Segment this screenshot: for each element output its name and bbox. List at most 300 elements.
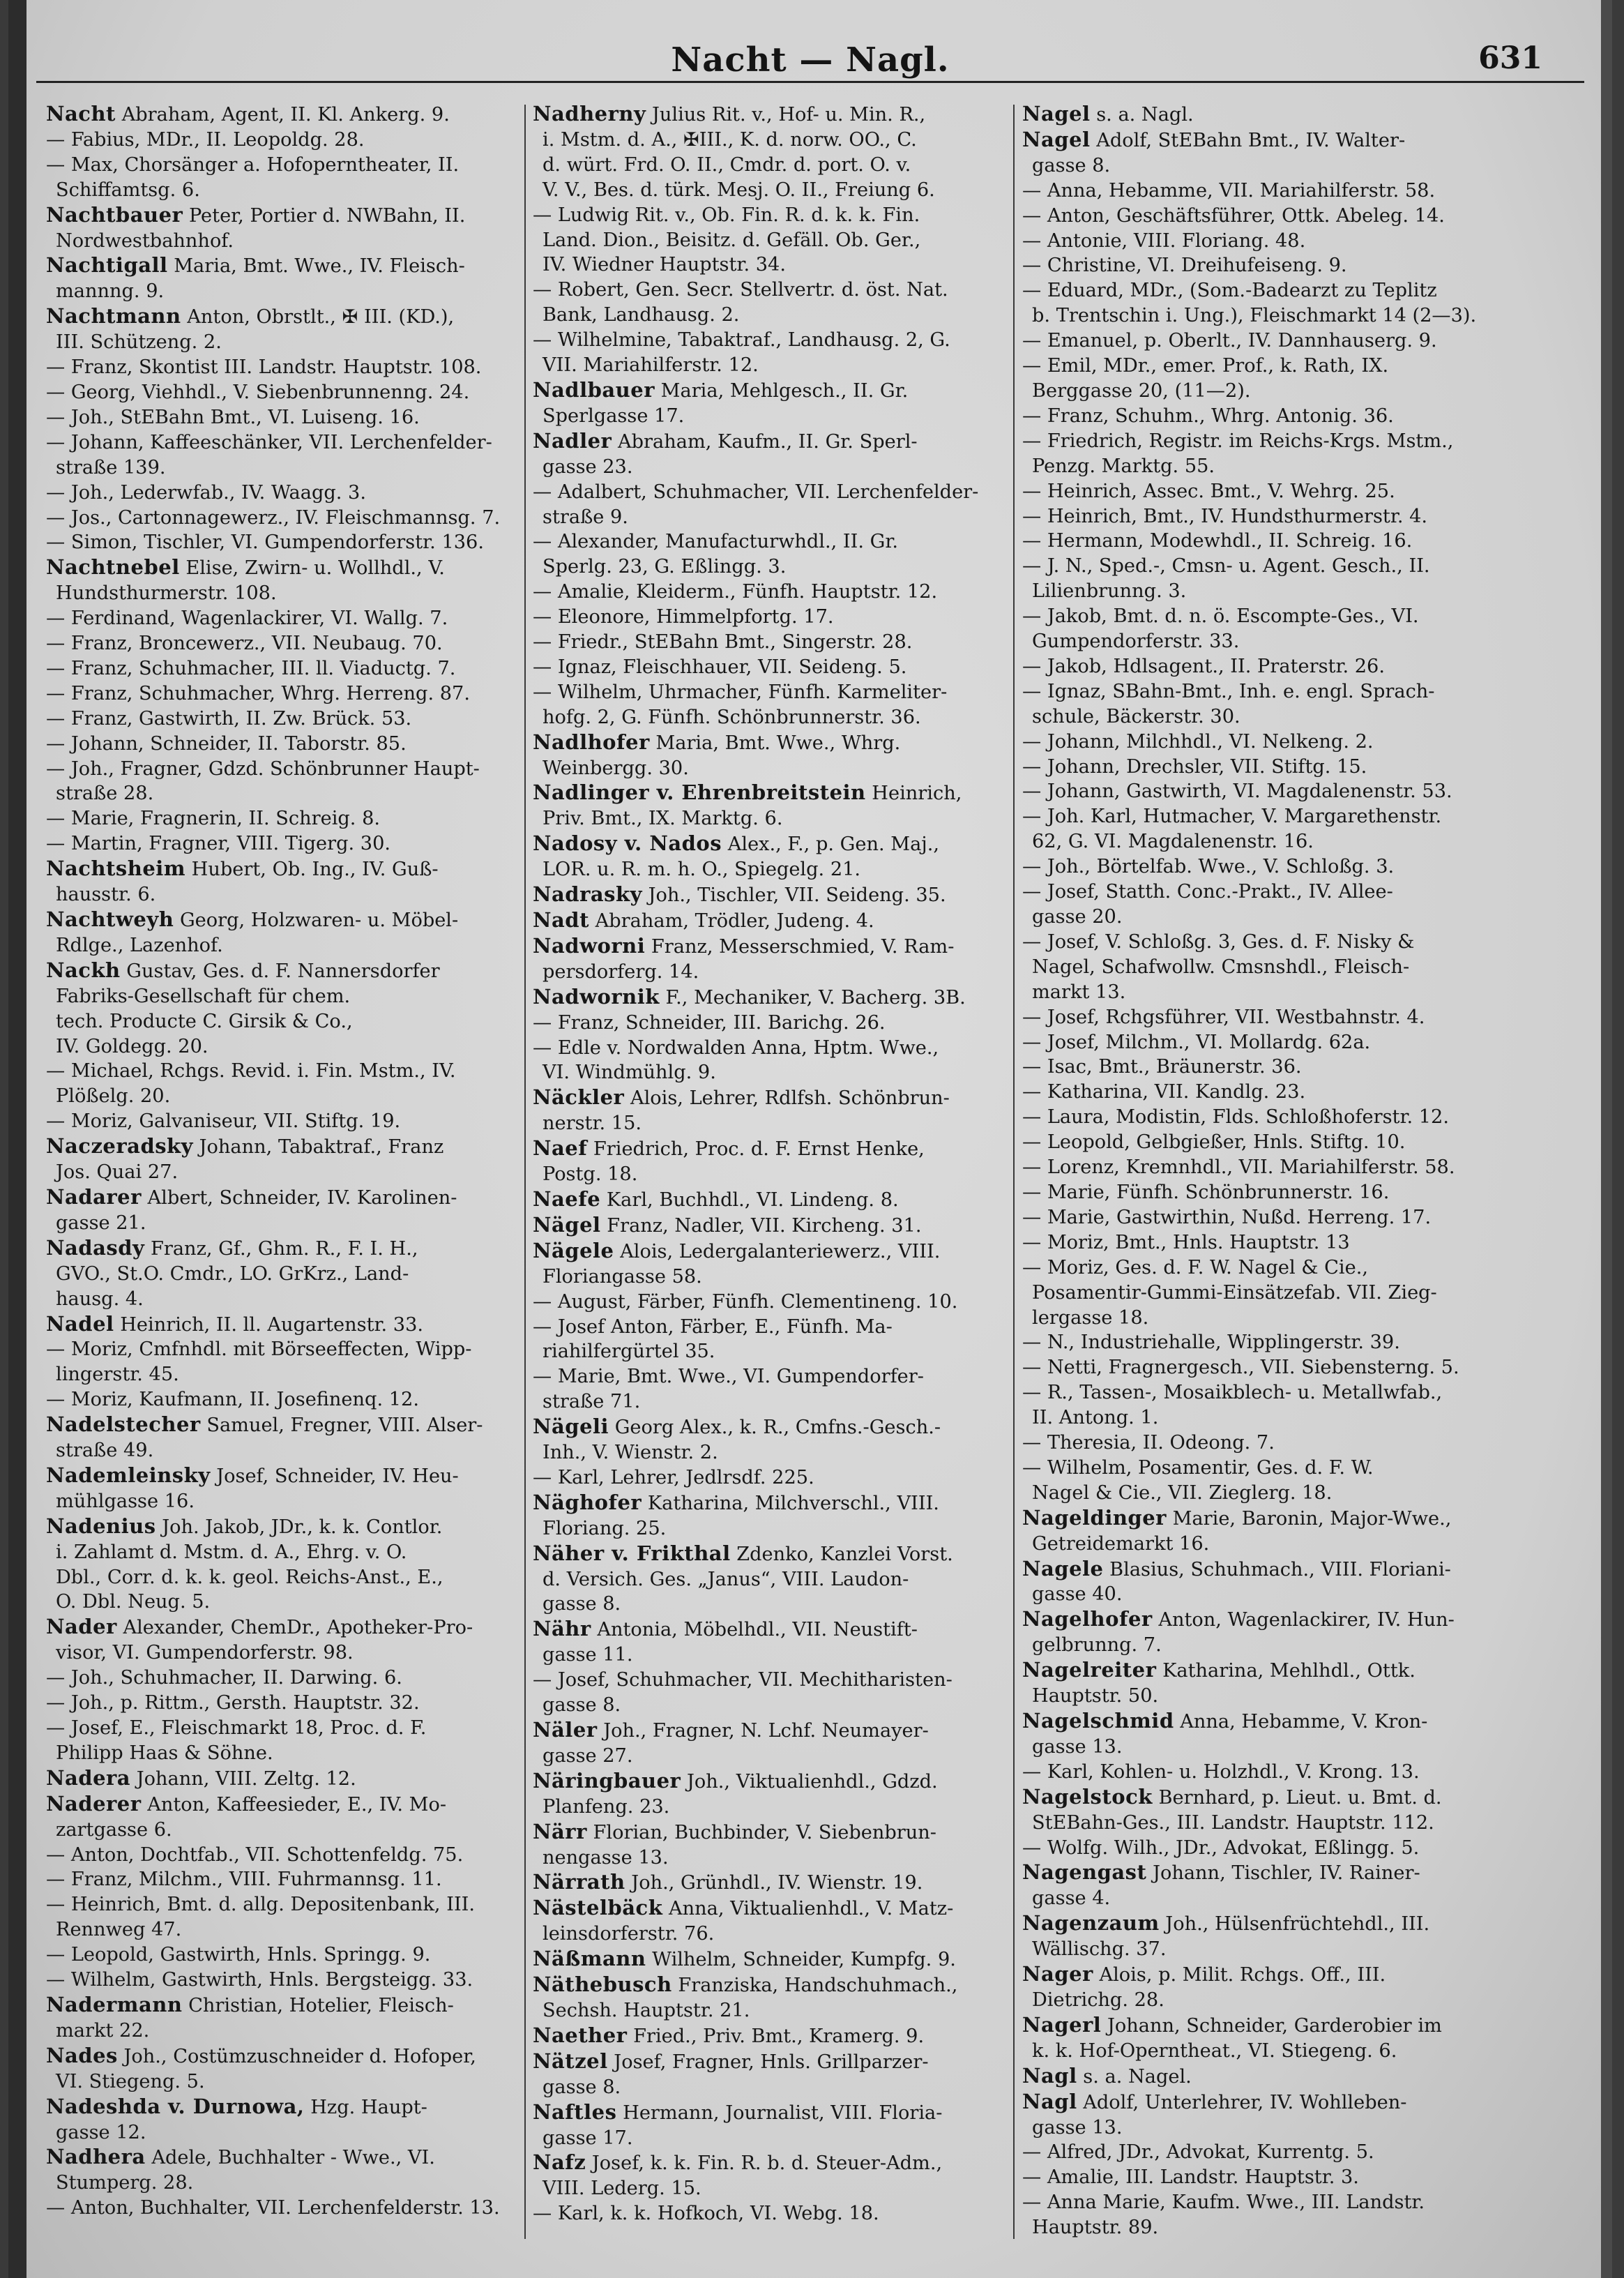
entry-line	[533, 1036, 1004, 1061]
entry-line	[533, 1870, 1004, 1896]
entry-text: — Joh., Schuhmacher, II. Darwing. 6.	[46, 1667, 402, 1689]
directory-entry	[46, 304, 516, 355]
entry-text: — Moriz, Bmt., Hnls. Hauptstr. 13	[1022, 1231, 1350, 1253]
entry-line	[533, 1998, 1004, 2023]
entry-text: — Eduard, MDr., (Som.-Badearzt zu Teplitz	[1022, 280, 1437, 302]
entry-line	[533, 1769, 1004, 1795]
entry-text: — Wilhelm, Uhrmacher, Fünfh. Karmeliter-	[533, 681, 948, 703]
directory-entry	[533, 2100, 1004, 2151]
entry-line	[1022, 804, 1496, 829]
page-sheet	[8, 0, 1612, 2278]
entry-line	[46, 857, 516, 882]
entry-line	[46, 1262, 516, 1287]
directory-entry	[1022, 2013, 1496, 2064]
directory-entry	[46, 1236, 516, 1312]
entry-text: Posamentir-Gummi-Einsätzefab. VII. Zieg-	[1032, 1281, 1437, 1304]
surname: Näringbauer	[533, 1768, 681, 1793]
directory-entry	[46, 555, 516, 606]
directory-entry	[46, 1134, 516, 1185]
entry-line	[46, 1211, 516, 1236]
entry-text: — Amalie, III. Landstr. Hauptstr. 3.	[1022, 2166, 1359, 2189]
entry-line	[533, 328, 1004, 353]
entry-text: — Theresia, II. Odeong. 7.	[1022, 1432, 1275, 1454]
directory-entry	[46, 253, 516, 304]
entry-text: — Jakob, Bmt. d. n. ö. Escompte-Ges., VI.	[1022, 605, 1419, 628]
surname: Nadera	[46, 1765, 131, 1790]
entry-text: — Joh., StEBahn Bmt., VI. Luiseng. 16.	[46, 406, 420, 428]
entry-line	[533, 1693, 1004, 1718]
entry-line	[1022, 1811, 1496, 1836]
entry-line	[1022, 1380, 1496, 1405]
entry-line	[1022, 1105, 1496, 1130]
entry-text: Hzg. Haupt-	[310, 2096, 427, 2118]
entry-text: s. a. Nagel.	[1083, 2065, 1192, 2088]
entry-line	[1022, 2090, 1496, 2115]
directory-entry	[46, 1109, 516, 1134]
directory-entry	[46, 1867, 516, 1892]
surname: Näler	[533, 1718, 598, 1742]
directory-entry	[533, 1947, 1004, 1972]
directory-entry	[46, 958, 516, 1059]
directory-entry	[46, 707, 516, 732]
entry-line	[533, 1213, 1004, 1239]
entry-line	[1022, 229, 1496, 254]
directory-entry	[533, 480, 1004, 530]
entry-text: — Wilhelm, Gastwirth, Hnls. Bergsteigg. 33.	[46, 1969, 473, 1991]
directory-entry	[46, 631, 516, 656]
entry-line	[1022, 604, 1496, 629]
entry-text: — Friedrich, Registr. im Reichs-Krgs. Mstm.,	[1022, 430, 1454, 452]
entry-line	[533, 1011, 1004, 1036]
entry-text: — Anton, Buchhalter, VII. Lerchenfelderstr. 13.	[46, 2197, 500, 2219]
entry-line	[46, 253, 516, 279]
entry-text: — Moriz, Ges. d. F. W. Nagel & Cie.,	[1022, 1256, 1368, 1278]
entry-text: gasse 8.	[542, 1593, 621, 1615]
surname: Nachtbauer	[46, 202, 183, 227]
surname: Närr	[533, 1819, 587, 1843]
entry-line	[1022, 1582, 1496, 1607]
entry-line	[1022, 629, 1496, 654]
directory-entry	[533, 1820, 1004, 1871]
entry-line	[46, 1034, 516, 1059]
entry-line	[46, 1540, 516, 1565]
surname: Nadeshda v. Durnowa,	[46, 2094, 305, 2118]
directory-entry	[46, 481, 516, 506]
column-divider	[1013, 105, 1015, 2239]
entry-text: Anton, Kaffeesieder, E., IV. Mo-	[147, 1793, 447, 1816]
entry-text: — Jos., Cartonnagewerz., IV. Fleischmannsg. 7.	[46, 506, 501, 529]
directory-entry	[1022, 278, 1496, 329]
entry-text: Hauptstr. 89.	[1032, 2217, 1159, 2239]
entry-line	[533, 353, 1004, 378]
entry-line	[533, 705, 1004, 730]
entry-line	[533, 505, 1004, 530]
directory-entry	[1022, 1155, 1496, 1180]
entry-text: — Anna Marie, Kaufm. Wwe., III. Landstr.	[1022, 2192, 1425, 2214]
entry-line	[1022, 980, 1496, 1005]
entry-line	[1022, 1230, 1496, 1255]
surname: Naftles	[533, 2099, 617, 2124]
entry-text: Elise, Zwirn- u. Wollhdl., V.	[185, 557, 445, 580]
entry-line	[46, 1843, 516, 1868]
entry-line	[1022, 880, 1496, 905]
entry-text: — Martin, Fragner, VIII. Tigerg. 30.	[46, 833, 391, 855]
directory-entry	[46, 2044, 516, 2095]
directory-entry	[46, 1185, 516, 1236]
directory-entry	[533, 1187, 1004, 1213]
directory-entry	[533, 2201, 1004, 2226]
entry-line	[533, 857, 1004, 882]
directory-entry	[46, 857, 516, 907]
entry-text: — Antonie, VIII. Floriang. 48.	[1022, 229, 1306, 252]
entry-text: — Emil, MDr., emer. Prof., k. Rath, IX.	[1022, 355, 1389, 377]
entry-text: — Marie, Fragnerin, II. Schreig. 8.	[46, 808, 381, 830]
entry-line	[533, 1465, 1004, 1491]
directory-entry	[1022, 604, 1496, 654]
directory-entry	[533, 2049, 1004, 2100]
entry-text: Johann, Tischler, IV. Rainer-	[1153, 1862, 1420, 1885]
entry-text: Julius Rit. v., Hof- u. Min. R.,	[651, 104, 926, 126]
entry-text: Land. Dion., Beisitz. d. Gefäll. Ob. Ger.,	[542, 229, 921, 251]
surname: Nägeli	[533, 1415, 609, 1439]
directory-entry	[1022, 102, 1496, 128]
entry-line	[46, 1640, 516, 1666]
entry-line	[46, 455, 516, 481]
entry-line	[1022, 2190, 1496, 2215]
entry-text: Christian, Hotelier, Fleisch-	[188, 1994, 454, 2016]
entry-line	[533, 2049, 1004, 2075]
entry-text: — Franz, Schuhm., Whrg. Antonig. 36.	[1022, 405, 1394, 427]
entry-text: — Ferdinand, Wagenlackirer, VI. Wallg. 7.	[46, 608, 448, 630]
entry-text: Nagel, Schafwollw. Cmsnshdl., Fleisch-	[1032, 956, 1410, 978]
entry-line	[46, 2120, 516, 2145]
entry-text: — Josef, Statth. Conc.-Prakt., IV. Allee-	[1022, 881, 1393, 903]
directory-entry	[46, 1514, 516, 1615]
surname: Nadwornik	[533, 984, 660, 1009]
entry-text: — Josef, E., Fleischmarkt 18, Proc. d. F.	[46, 1717, 427, 1739]
entry-text: — Josef, Milchm., VI. Mollardg. 62a.	[1022, 1031, 1371, 1053]
directory-entry	[533, 882, 1004, 908]
entry-line	[1022, 679, 1496, 704]
entry-text: Rennweg 47.	[56, 1919, 182, 1941]
entry-line	[46, 1792, 516, 1818]
entry-text: Stumperg. 28.	[56, 2172, 194, 2194]
entry-line	[46, 1691, 516, 1716]
entry-text: — Ignaz, SBahn-Bmt., Inh. e. engl. Sprach-	[1022, 680, 1435, 702]
entry-text: Nagel & Cie., VII. Zieglerg. 18.	[1032, 1481, 1333, 1504]
directory-entry	[533, 831, 1004, 882]
surname: Nadlhofer	[533, 730, 650, 754]
directory-entry	[46, 732, 516, 757]
entry-line	[1022, 1405, 1496, 1431]
surname: Nadelstecher	[46, 1412, 201, 1437]
entry-line	[533, 1972, 1004, 1998]
directory-entry	[1022, 479, 1496, 504]
entry-text: Plößelg. 20.	[56, 1085, 171, 1108]
page-edge-left	[8, 0, 26, 2278]
entry-line	[46, 229, 516, 254]
entry-line	[533, 680, 1004, 705]
entry-line	[533, 153, 1004, 178]
directory-entry	[1022, 1785, 1496, 1836]
entry-text: — Josef, Rchgsführer, VII. Westbahnstr. 4.	[1022, 1006, 1425, 1028]
entry-text: — Anton, Geschäftsführer, Ottk. Abeleg. 14.	[1022, 204, 1445, 227]
entry-line	[1022, 755, 1496, 780]
entry-line	[46, 430, 516, 455]
surname: Näher v. Frikthal	[533, 1541, 731, 1565]
entry-text: Abraham, Agent, II. Kl. Ankerg. 9.	[121, 104, 450, 126]
directory-entry	[533, 1011, 1004, 1036]
entry-line	[46, 380, 516, 405]
entry-text: Anna, Viktualienhdl., V. Matz-	[668, 1898, 954, 1920]
entry-line	[46, 1666, 516, 1691]
entry-text: markt 22.	[56, 2019, 150, 2042]
entry-line	[46, 1766, 516, 1792]
entry-line	[46, 1993, 516, 2019]
entry-text: gasse 8.	[542, 2076, 621, 2098]
entry-text: — Joh., Fragner, Gdzd. Schönbrunner Haupt-	[46, 757, 480, 780]
entry-text: V. V., Bes. d. türk. Mesj. O. II., Freiung 6.	[542, 179, 935, 201]
entry-line	[46, 1615, 516, 1640]
entry-line	[533, 1290, 1004, 1315]
entry-text: Heinrich,	[872, 783, 962, 805]
entry-text: gasse 20.	[1032, 906, 1123, 928]
entry-line	[46, 2044, 516, 2069]
entry-text: Alois, p. Milit. Rchgs. Off., III.	[1099, 1964, 1386, 1986]
entry-line	[46, 656, 516, 681]
entry-line	[1022, 1911, 1496, 1937]
entry-text: — Georg, Viehhdl., V. Siebenbrunnenng. 24.	[46, 381, 470, 403]
entry-line	[533, 2075, 1004, 2100]
entry-text: Adolf, StEBahn Bmt., IV. Walter-	[1096, 129, 1406, 151]
entry-line	[46, 555, 516, 581]
entry-text: — Max, Chorsänger a. Hofoperntheater, II.	[46, 153, 460, 176]
entry-line	[1022, 1155, 1496, 1180]
surname: Nagl	[1022, 2063, 1077, 2088]
directory-entry	[533, 1870, 1004, 1896]
directory-entry	[1022, 1205, 1496, 1230]
entry-text: Franz, Gf., Ghm. R., F. I. H.,	[150, 1237, 418, 1260]
entry-line	[533, 1617, 1004, 1643]
entry-line	[46, 1489, 516, 1514]
directory-entry	[1022, 930, 1496, 1005]
directory-entry	[1022, 1180, 1496, 1205]
entry-line	[46, 631, 516, 656]
entry-text: Adolf, Unterlehrer, IV. Wohlleben-	[1083, 2091, 1407, 2113]
directory-entry	[1022, 1506, 1496, 1557]
entry-text: straße 49.	[56, 1440, 154, 1462]
entry-line	[1022, 1532, 1496, 1557]
directory-entry	[46, 1892, 516, 1943]
surname: Naderer	[46, 1791, 142, 1816]
directory-entry	[46, 1059, 516, 1109]
directory-entry	[533, 1085, 1004, 1136]
directory-entry	[533, 2150, 1004, 2201]
directory-entry	[1022, 1860, 1496, 1911]
entry-line	[46, 2196, 516, 2221]
directory-entry	[1022, 2090, 1496, 2141]
entry-text: — Fabius, MDr., II. Leopoldg. 28.	[46, 128, 365, 151]
entry-line	[533, 1668, 1004, 1693]
entry-line	[533, 1922, 1004, 1947]
entry-line	[1022, 329, 1496, 354]
entry-line	[46, 1134, 516, 1160]
surname: Nadlinger v. Ehrenbreitstein	[533, 780, 866, 805]
entry-text: visor, VI. Gumpendorferstr. 98.	[56, 1642, 354, 1664]
entry-text: — J. N., Sped.-, Cmsn- u. Agent. Gesch., II.	[1022, 555, 1430, 578]
entry-line	[46, 781, 516, 806]
directory-entry	[1022, 1431, 1496, 1456]
entry-line	[1022, 404, 1496, 429]
entry-line	[46, 1009, 516, 1034]
entry-line	[46, 1438, 516, 1463]
directory-entry	[1022, 1230, 1496, 1255]
directory-entry	[533, 1465, 1004, 1491]
entry-line	[46, 1590, 516, 1615]
directory-entry	[533, 1136, 1004, 1187]
entry-line	[533, 1744, 1004, 1769]
entry-line	[46, 1917, 516, 1943]
entry-line	[533, 1239, 1004, 1265]
entry-line	[1022, 2115, 1496, 2141]
entry-text: gasse 17.	[542, 2127, 633, 2149]
entry-text: leinsdorferstr. 76.	[542, 1923, 715, 1945]
directory-entry	[46, 1843, 516, 1868]
entry-line	[46, 1412, 516, 1438]
entry-text: lergasse 18.	[1032, 1306, 1149, 1329]
surname: Nades	[46, 2043, 118, 2067]
column-divider	[524, 105, 526, 2239]
entry-text: mühlgasse 16.	[56, 1490, 195, 1512]
directory-entry	[1022, 804, 1496, 854]
surname: Nagengast	[1022, 1860, 1147, 1885]
entry-text: — Alexander, Manufacturwhdl., II. Gr.	[533, 531, 899, 553]
directory-entry	[46, 656, 516, 681]
directory-entry	[1022, 253, 1496, 278]
surname: Näckler	[533, 1085, 625, 1110]
entry-line	[533, 806, 1004, 831]
page-edge-right	[1601, 0, 1612, 2278]
entry-line	[1022, 579, 1496, 604]
entry-text: Georg, Holzwaren- u. Möbel-	[179, 910, 459, 931]
entry-text: — Franz, Skontist III. Landstr. Hauptstr. 108.	[46, 356, 482, 379]
directory-entry	[1022, 504, 1496, 529]
entry-line	[1022, 654, 1496, 679]
entry-text: — Friedr., StEBahn Bmt., Singerstr. 28.	[533, 631, 913, 654]
entry-text: — Josef Anton, Färber, E., Fünfh. Ma-	[533, 1315, 893, 1338]
entry-line	[1022, 2140, 1496, 2165]
entry-text: gasse 8.	[1032, 154, 1111, 176]
entry-line	[533, 555, 1004, 580]
entry-text: i. Mstm. d. A., ✠III., K. d. norw. OO., C.	[542, 128, 917, 151]
directory-entry	[46, 907, 516, 958]
entry-text: Joh., Grünhdl., IV. Wienstr. 19.	[631, 1872, 923, 1894]
entry-line	[1022, 1607, 1496, 1633]
entry-text: Maria, Mehlgesch., II. Gr.	[660, 379, 909, 402]
directory-entry	[1022, 880, 1496, 930]
entry-line	[46, 279, 516, 304]
entry-text: gasse 40.	[1032, 1583, 1123, 1606]
surname: Nadarer	[46, 1184, 142, 1209]
directory-entry	[533, 1213, 1004, 1239]
entry-line	[46, 1084, 516, 1109]
entry-line	[533, 1820, 1004, 1846]
entry-line	[46, 732, 516, 757]
entry-line	[46, 681, 516, 707]
entry-line	[46, 1867, 516, 1892]
entry-text: nengasse 13.	[542, 1846, 669, 1869]
entry-text: lingerstr. 45.	[56, 1364, 179, 1386]
entry-line	[1022, 1180, 1496, 1205]
entry-text: Josef, Schneider, IV. Heu-	[216, 1465, 459, 1487]
directory-entry	[1022, 128, 1496, 179]
entry-text: Antonia, Möbelhdl., VII. Neustift-	[597, 1619, 918, 1641]
entry-line	[533, 1111, 1004, 1136]
entry-text: Sechsh. Hauptstr. 21.	[542, 1999, 750, 2021]
entry-line	[533, 1265, 1004, 1290]
directory-entry	[533, 1668, 1004, 1718]
directory-entry	[1022, 779, 1496, 804]
entry-text: Gustav, Ges. d. F. Nannersdorfer	[126, 960, 440, 982]
entry-text: Sperlg. 23, G. Eßlingg. 3.	[542, 556, 787, 578]
entry-line	[1022, 1937, 1496, 1962]
entry-line	[46, 2145, 516, 2171]
directory-entry	[1022, 179, 1496, 204]
entry-text: zartgasse 6.	[56, 1818, 172, 1841]
surname: Naczeradsky	[46, 1134, 193, 1159]
entry-text: hausg. 4.	[56, 1288, 144, 1310]
directory-entry	[533, 1617, 1004, 1668]
surname: Nadlbauer	[533, 377, 655, 402]
entry-text: gasse 8.	[542, 1694, 621, 1717]
entry-line	[1022, 1684, 1496, 1709]
surname: Nagelstock	[1022, 1784, 1153, 1809]
entry-line	[46, 330, 516, 355]
surname: Nachtmann	[46, 304, 181, 329]
directory-entry	[533, 278, 1004, 328]
directory-entry	[46, 1412, 516, 1463]
entry-text: — Emanuel, p. Oberlt., IV. Dannhauserg. 9.	[1022, 330, 1437, 352]
entry-line	[46, 907, 516, 933]
entry-text: hausstr. 6.	[56, 884, 156, 906]
entry-text: — Simon, Tischler, VI. Gumpendorferstr. 136.	[46, 531, 484, 554]
entry-text: IV. Wiedner Hauptstr. 34.	[542, 254, 786, 276]
entry-text: — Alfred, JDr., Advokat, Kurrentg. 5.	[1022, 2141, 1374, 2164]
entry-text: straße 71.	[542, 1391, 641, 1413]
directory-entry	[1022, 2165, 1496, 2190]
surname: Nacht	[46, 102, 116, 126]
entry-text: Floriangasse 58.	[542, 1265, 702, 1288]
directory-entry	[533, 1290, 1004, 1315]
directory-column-3	[1022, 102, 1496, 2250]
directory-entry	[533, 655, 1004, 680]
entry-text: — Franz, Gastwirth, II. Zw. Brück. 53.	[46, 707, 412, 730]
entry-line	[1022, 2013, 1496, 2039]
entry-line	[533, 303, 1004, 328]
entry-line	[46, 806, 516, 831]
entry-text: IV. Goldegg. 20.	[56, 1035, 208, 1057]
entry-text: — Jakob, Hdlsagent., II. Praterstr. 26.	[1022, 655, 1385, 677]
entry-text: — Wilhelm, Posamentir, Ges. d. F. W.	[1022, 1456, 1374, 1479]
directory-entry	[1022, 204, 1496, 229]
surname: Nagel	[1022, 127, 1091, 151]
entry-text: Katharina, Milchverschl., VIII.	[647, 1492, 939, 1514]
entry-line	[533, 580, 1004, 605]
entry-line	[1022, 1557, 1496, 1583]
directory-entry	[533, 1364, 1004, 1415]
entry-line	[533, 960, 1004, 985]
surname: Nagel	[1022, 102, 1091, 126]
